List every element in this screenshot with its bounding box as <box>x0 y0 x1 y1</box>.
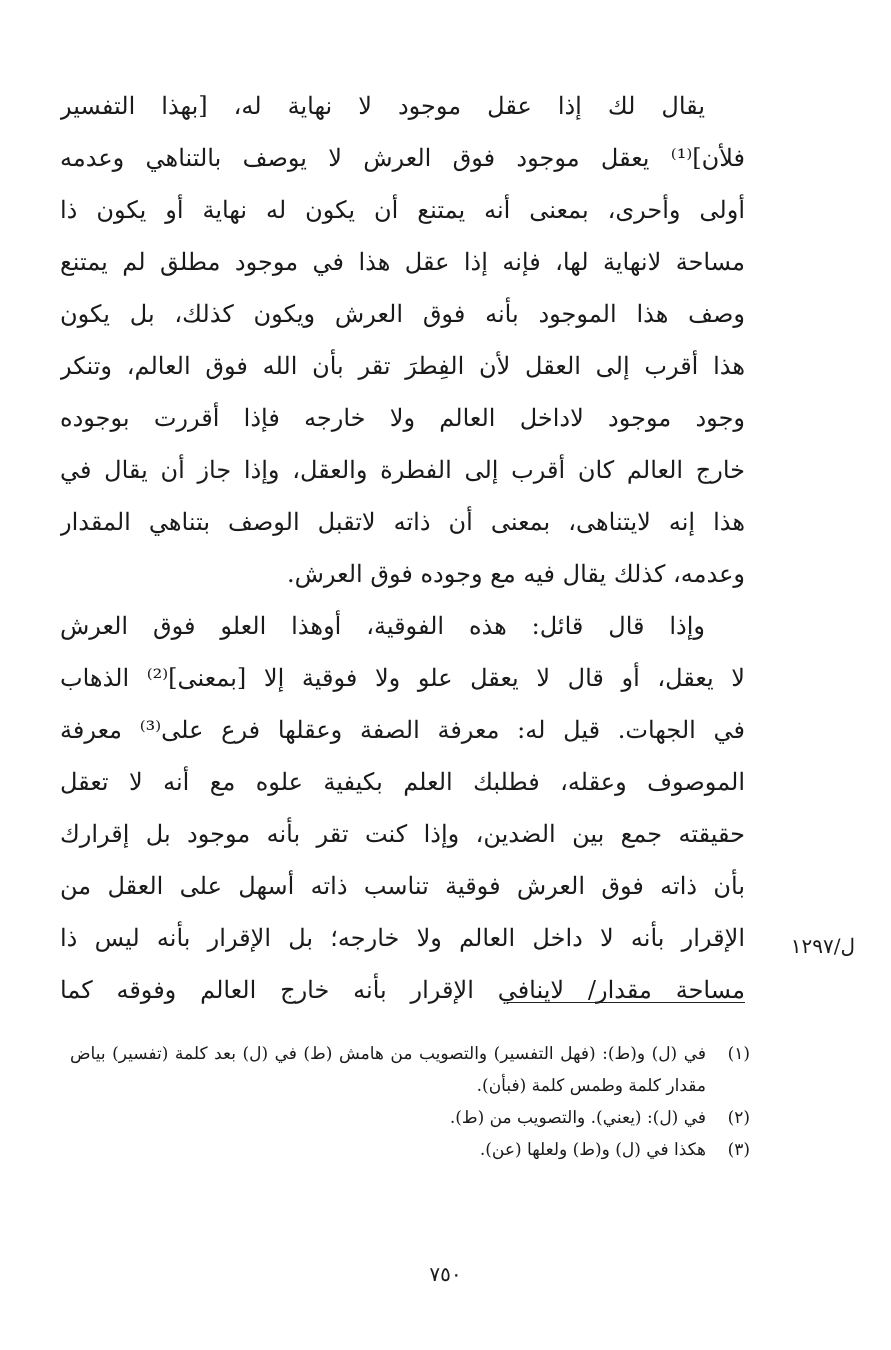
text-line: فلأن]⁽¹⁾ يعقل موجود فوق العرش لا يوصف بالتناهي وعدمه <box>60 144 745 172</box>
text-line: الإقرار بأنه لا داخل العالم ولا خارجه؛ بل الإقرار بأنه ليس ذا <box>60 924 745 952</box>
footnote-number: (٣) <box>727 1140 750 1160</box>
text-line: وجود موجود لاداخل العالم ولا خارجه فإذا أقررت بوجوده <box>60 404 745 432</box>
text-line: خارج العالم كان أقرب إلى الفطرة والعقل، وإذا جاز أن يقال في <box>60 456 745 484</box>
text-line: الموصوف وعقله، فطلبك العلم بكيفية علوه مع أنه لا تعقل <box>60 768 745 796</box>
footnote <box>70 1134 750 1166</box>
footnote <box>70 1038 750 1102</box>
footnote <box>70 1102 750 1134</box>
page-number: ٧٥٠ <box>429 1262 462 1286</box>
footnote-text: هكذا في (ل) و(ط) ولعلها (عن). <box>479 1140 706 1160</box>
footnote-text: في (ل) و(ط): (فهل التفسير) والتصويب من هامش (ط) في (ل) بعد كلمة (تفسير) بياض مقدار كلمة وطمس كلمة (فبأن). <box>70 1044 706 1096</box>
text-line: هذا إنه لايتناهى، بمعنى أن ذاته لاتقبل الوصف بتناهي المقدار <box>60 508 745 536</box>
main-text <box>60 80 745 1016</box>
text-line: لا يعقل، أو قال لا يعقل علو ولا فوقية إلا [بمعنى]⁽²⁾ الذهاب <box>60 664 745 692</box>
text-line: وصف هذا الموجود بأنه فوق العرش ويكون كذلك، بل يكون <box>60 300 745 328</box>
text-line: مساحة لانهاية لها، فإنه إذا عقل هذا في موجود مطلق لم يمتنع <box>60 248 745 276</box>
footnote-text: في (ل): (يعني). والتصويب من (ط). <box>449 1108 706 1128</box>
footnote-number: (٢) <box>727 1108 750 1128</box>
text-line: وعدمه، كذلك يقال فيه مع وجوده فوق العرش. <box>286 560 745 588</box>
text-line: بأن ذاته فوق العرش فوقية تناسب ذاته أسهل على العقل من <box>60 872 745 900</box>
footnotes <box>70 1038 750 1166</box>
footnote-divider <box>507 1002 745 1003</box>
text-line: هذا أقرب إلى العقل لأن الفِطرَ تقر بأن الله فوق العالم، وتنكر <box>60 352 745 380</box>
footnote-number: (١) <box>727 1044 750 1064</box>
text-line: حقيقته جمع بين الضدين، وإذا كنت تقر بأنه موجود بل إقرارك <box>60 820 745 848</box>
text-line: في الجهات. قيل له: معرفة الصفة وعقلها فرع على⁽³⁾ معرفة <box>60 716 745 744</box>
text-line: يقال لك إذا عقل موجود لا نهاية له، [بهذا التفسير <box>60 92 705 120</box>
manuscript-margin-reference: ل/١٢٩٧ <box>790 934 855 958</box>
text-line: أولى وأحرى، بمعنى أنه يمتنع أن يكون له نهاية أو يكون ذا <box>60 196 745 224</box>
text-line: مساحة مقدار/ لاينافي الإقرار بأنه خارج العالم وفوقه كما <box>60 976 745 1004</box>
text-line: وإذا قال قائل: هذه الفوقية، أوهذا العلو فوق العرش <box>60 612 705 640</box>
